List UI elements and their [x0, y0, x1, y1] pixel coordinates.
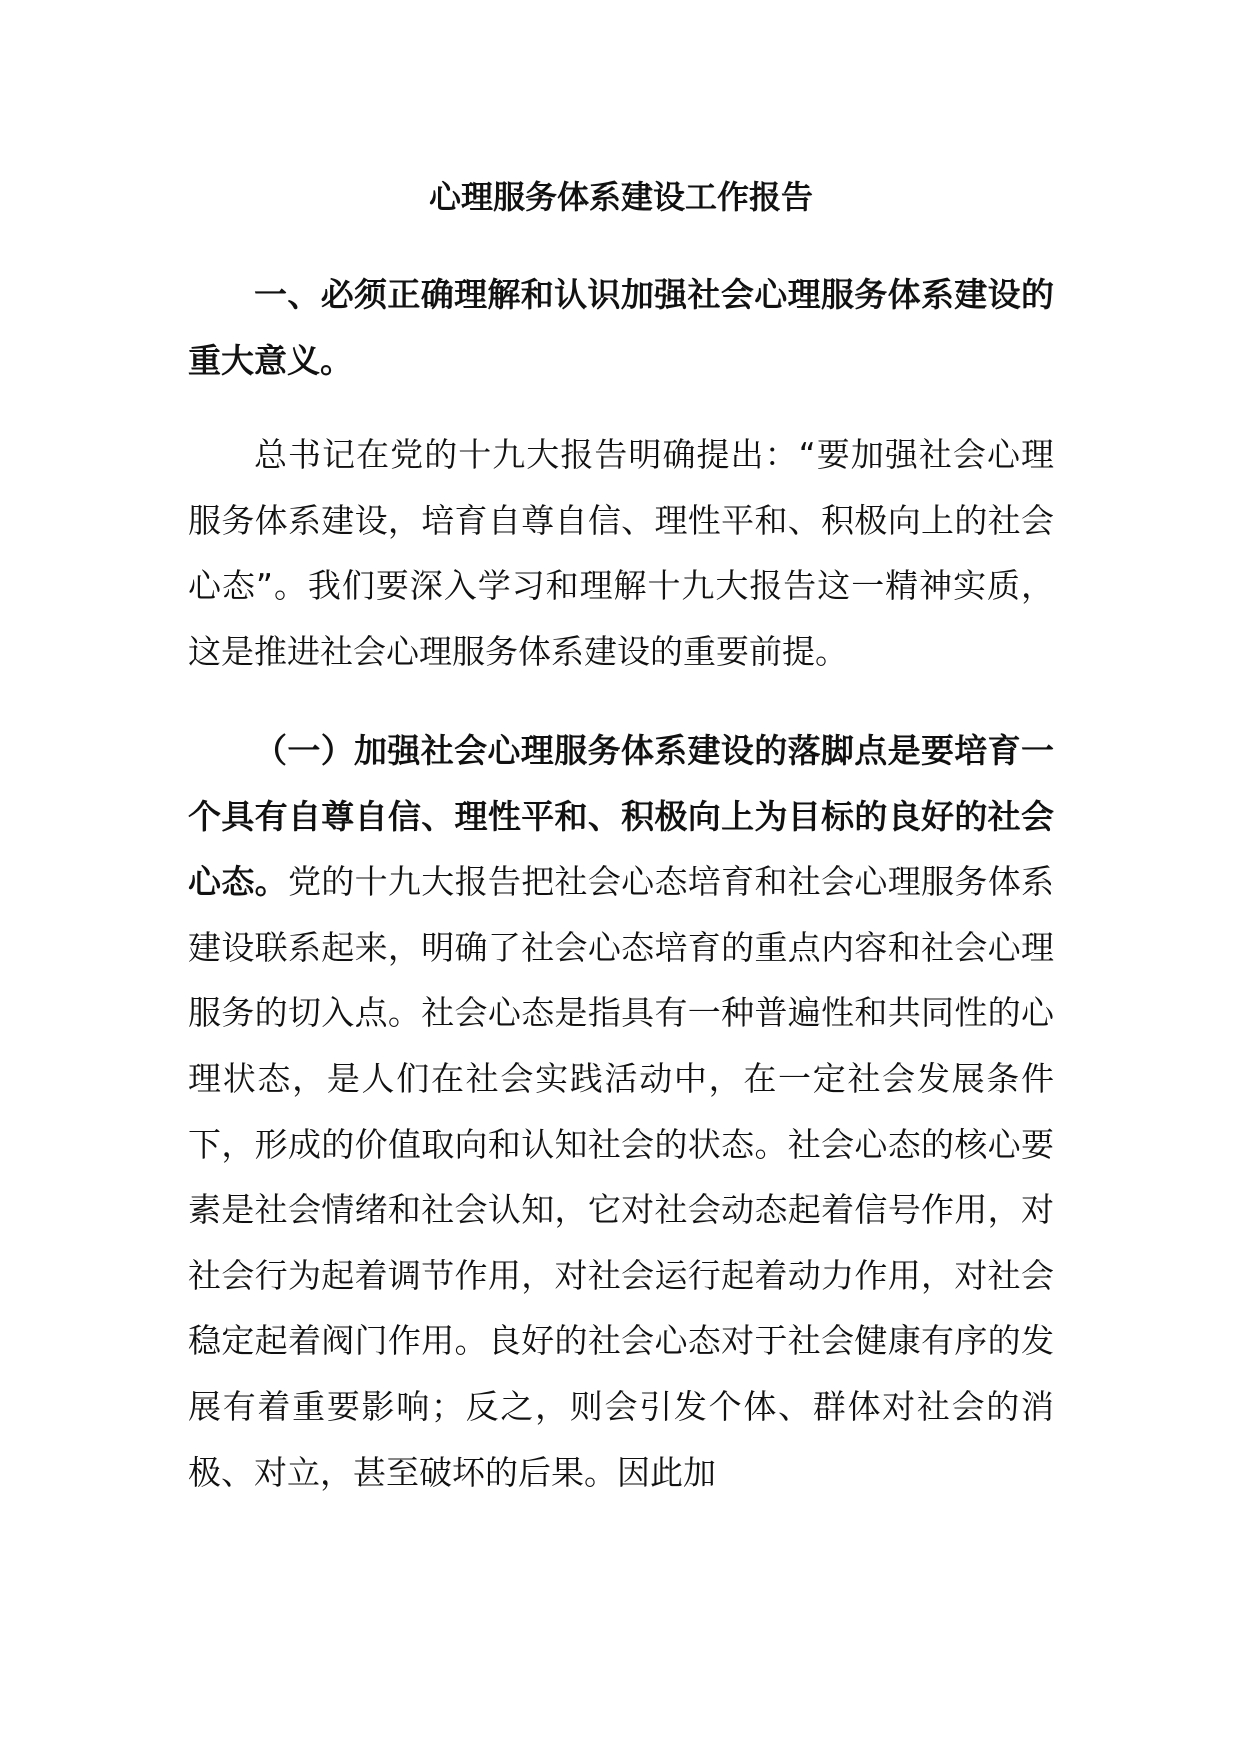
document-title: 心理服务体系建设工作报告	[428, 178, 813, 216]
section-heading-1: 一、必须正确理解和认识加强社会心理服务体系建设的重大意义。	[188, 275, 1054, 380]
paragraph-2-body: 党的十九大报告把社会心态培育和社会心理服务体系建设联系起来，明确了社会心态培育的重点内容和社会心理服务的切入点。社会心态是指具有一种普遍性和共同性的心理状态，是人们在社会实践活动中，在一定社会发展条件下，形成的价值取向和认知社会的状态。社会心态的核心要素是社会情绪和社会认知，它对社会动态起着信号作用，对社会行为起着调节作用，对社会运行起着动力作用，对社会稳定起着阀门作用。良好的社会心态对于社会健康有序的发展有着重要影响；反之，则会引发个体、群体对社会的消极、对立，甚至破坏的后果。因此加	[188, 862, 1055, 1492]
subsection-heading-1: （一）加强社会心理服务体系建设的落脚点是要培育一个具有自尊自信、理性平和、积极向上为目标的良好的社会心态。	[188, 731, 1054, 902]
paragraph-2	[188, 718, 1054, 1505]
paragraph-1: 总书记在党的十九大报告明确提出：“要加强社会心理服务体系建设，培育自尊自信、理性平和、积极向上的社会心态”。我们要深入学习和理解十九大报告这一精神实质，这是推进社会心理服务体系建设的重要前提。	[188, 435, 1054, 671]
